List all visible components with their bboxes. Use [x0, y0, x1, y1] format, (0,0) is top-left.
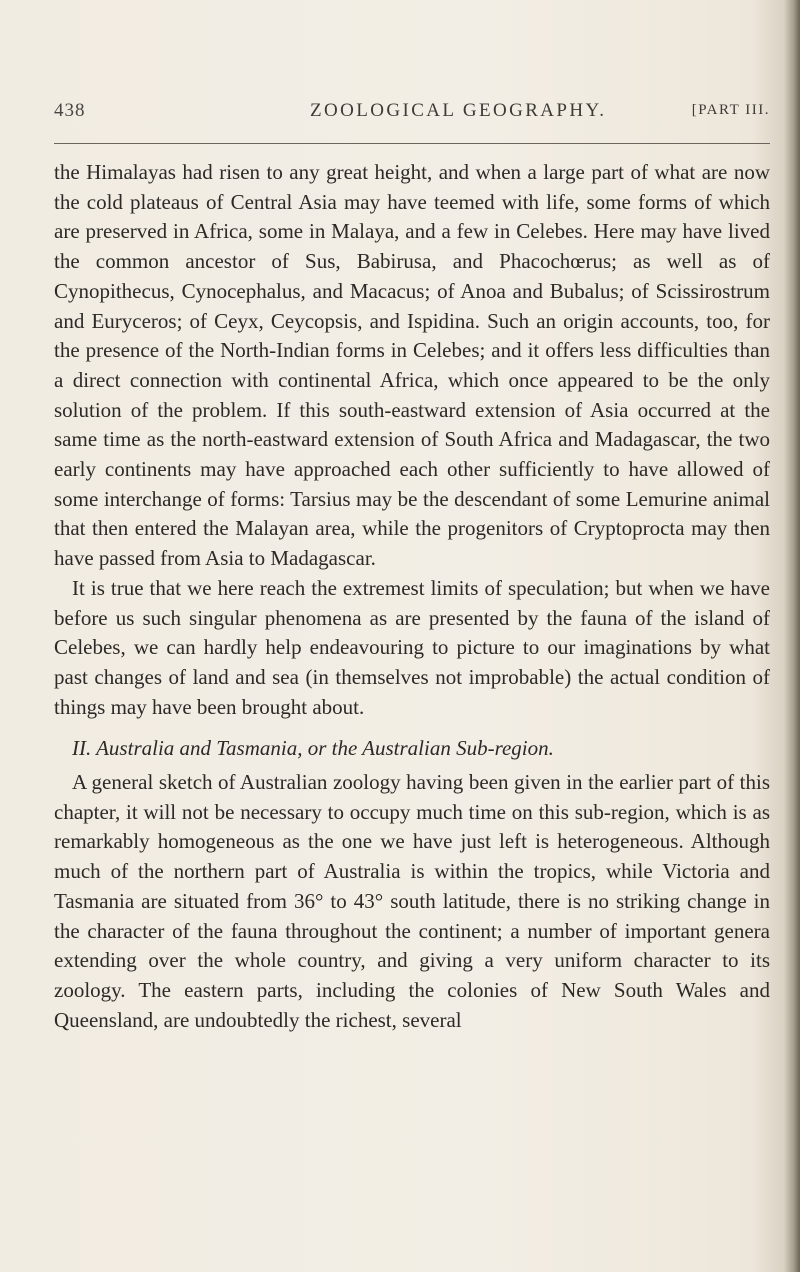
body-text: [54, 158, 770, 1035]
section-heading: [54, 734, 770, 764]
page-header: [54, 100, 770, 132]
paragraph-2: It is true that we here reach the extremest limits of speculation; but when we have before us such singular phenomena as are presented by the fauna of the island of Celebes, we can hardly help endeavouring to picture to our imaginations by what past changes of land and sea (in themselves not improbable) the actual condition of things may have been brought about.: [54, 575, 770, 719]
paragraph-3: A general sketch of Australian zoology having been given in the earlier part of this chapter, it will not be necessary to occupy much time on this sub-region, which is as remarkably homogeneous as the one we have just left is heterogeneous. Although much of the northern part of Australia is within the tropics, while Victoria and Tasmania are situated from 36° to 43° south latitude, there is no striking change in the character of the fauna throughout the continent; a number of important genera extending over the whole country, and giving a very uniform character to its zoology. The eastern parts, including the colonies of New South Wales and Queensland, are undoubtedly the richest, several: [54, 770, 770, 1032]
header-rule: [54, 143, 770, 144]
page-edge-shadow: [784, 0, 800, 1272]
section-heading-text: II. Australia and Tasmania, or the Australian Sub-region.: [72, 736, 554, 761]
running-title: ZOOLOGICAL GEOGRAPHY.: [310, 100, 607, 121]
page-number: 438: [54, 100, 86, 121]
paragraph-1: the Himalayas had risen to any great height, and when a large part of what are now the cold plateaus of Central Asia may have teemed with life, some forms of which are preserved in Africa, some in Malaya, and a few in Celebes. Here may have lived the common ancestor of Sus, Babirusa, and Phacochœrus; as well as of Cynopithecus, Cynocephalus, and Macacus; of Anoa and Bubalus; of Scissirostrum and Euryceros; of Ceyx, Ceycopsis, and Ispidina. Such an origin accounts, too, for the presence of the North-Indian forms in Celebes; and it offers less difficulties than a direct connection with continental Africa, which once appeared to be the only solution of the problem. If this south-eastward extension of Asia occurred at the same time as the north-eastward extension of South Africa and Madagascar, the two early continents may have approached each other sufficiently to have allowed of some interchange of forms: Tarsius may be the descendant of some Lemurine animal that then entered the Malayan area, while the progenitors of Cryptoprocta may then have passed from Asia to Madagascar.: [54, 160, 770, 571]
part-label: [PART III.: [691, 102, 770, 118]
